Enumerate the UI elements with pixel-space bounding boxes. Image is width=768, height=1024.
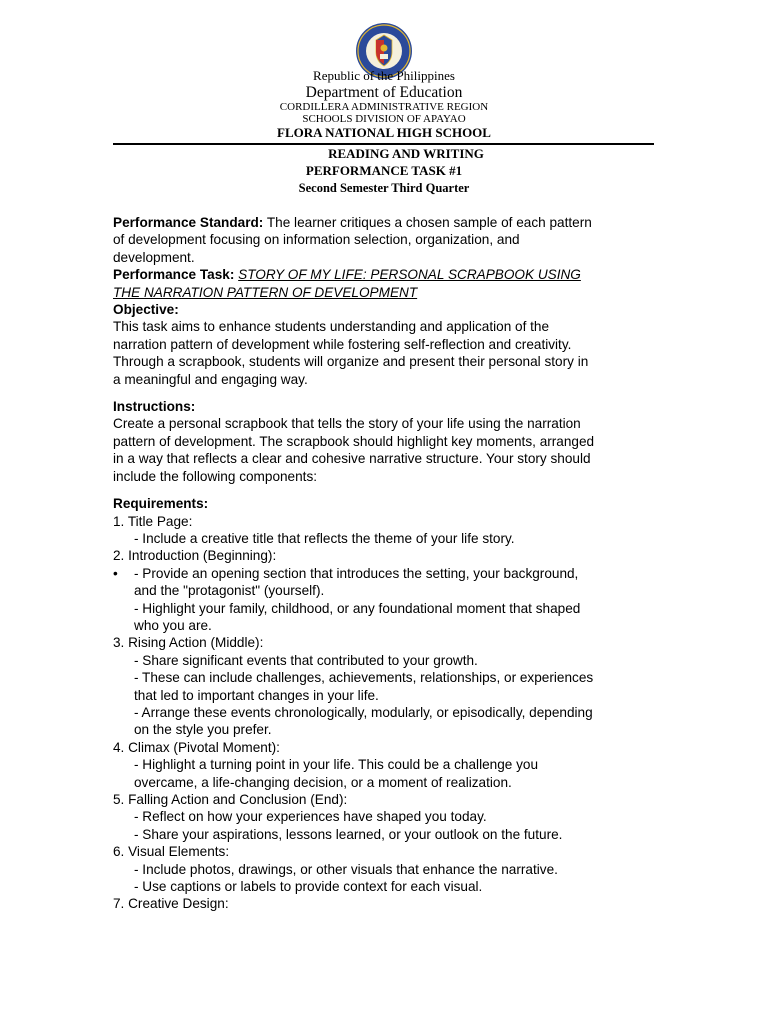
bullet-marker: • <box>113 565 118 581</box>
task-title-2: THE NARRATION PATTERN OF DEVELOPMENT <box>113 284 418 300</box>
republic-line: Republic of the Philippines <box>313 68 455 83</box>
requirement-detail: overcame, a life-changing decision, or a moment of realization. <box>134 774 512 790</box>
objective-line: This task aims to enhance students understanding and application of the <box>113 319 550 335</box>
requirement-detail: that led to important changes in your life. <box>134 687 379 703</box>
objective-line: a meaningful and engaging way. <box>113 371 308 387</box>
requirement-detail: and the "protagonist" (yourself). <box>134 583 325 599</box>
requirement-detail: - Use captions or labels to provide context for each visual. <box>134 879 483 895</box>
document-body <box>113 214 658 913</box>
task-title: STORY OF MY LIFE: PERSONAL SCRAPBOOK USING <box>238 267 581 283</box>
header-divider <box>113 143 654 145</box>
requirement-detail: - Include a creative title that reflects the theme of your life story. <box>134 530 515 546</box>
requirement-detail: - Highlight a turning point in your life. This could be a challenge you <box>134 757 539 773</box>
requirement-item: 6. Visual Elements: <box>113 844 230 860</box>
school-name: FLORA NATIONAL HIGH SCHOOL <box>277 125 491 140</box>
department-line: Department of Education <box>305 84 463 101</box>
requirements-label: Requirements: <box>113 496 209 512</box>
objective-line: Through a scrapbook, students will organize and present their personal story in <box>113 354 589 370</box>
requirement-detail: on the style you prefer. <box>134 722 272 738</box>
requirement-item: 5. Falling Action and Conclusion (End): <box>113 792 348 807</box>
subject-title: READING AND WRITING <box>328 146 484 161</box>
standard-line-2: of development focusing on information selection, organization, and <box>113 232 520 248</box>
instructions-label: Instructions: <box>113 399 196 415</box>
requirement-item: 4. Climax (Pivotal Moment): <box>113 739 280 755</box>
requirement-item: 7. Creative Design: <box>113 896 229 912</box>
standard-line-3: development. <box>113 249 195 265</box>
standard-label: Performance Standard: <box>113 215 264 230</box>
task-label: Performance Task: <box>113 267 235 283</box>
objective-line: narration pattern of development while fostering self-reflection and creativity. <box>113 336 572 352</box>
requirement-detail: who you are. <box>134 617 212 633</box>
requirement-item: 2. Introduction (Beginning): <box>113 548 277 564</box>
requirement-detail: - Reflect on how your experiences have shaped you today. <box>134 809 487 825</box>
requirement-detail: - Highlight your family, childhood, or any foundational moment that shaped <box>134 600 581 616</box>
requirement-detail: - Arrange these events chronologically, modularly, or episodically, depending <box>134 704 593 720</box>
task-line <box>113 266 658 283</box>
requirement-item: 3. Rising Action (Middle): <box>113 635 264 651</box>
requirement-detail: - Include photos, drawings, or other visuals that enhance the narrative. <box>134 861 558 877</box>
requirement-detail: - Share significant events that contributed to your growth. <box>134 652 478 668</box>
instructions-line: pattern of development. The scrapbook should highlight key moments, arranged <box>113 433 595 449</box>
objective-label: Objective: <box>113 302 179 318</box>
requirement-detail-text: - Provide an opening section that introduces the setting, your background, <box>134 565 579 581</box>
requirement-item: 1. Title Page: <box>113 513 193 529</box>
instructions-line: in a way that reflects a clear and cohesive narrative structure. Your story should <box>113 451 591 467</box>
region-line: CORDILLERA ADMINISTRATIVE REGION <box>279 101 489 113</box>
standard-line <box>113 214 658 231</box>
task-number: PERFORMANCE TASK #1 <box>305 163 463 178</box>
instructions-line: include the following components: <box>113 468 318 484</box>
requirement-detail: - Share your aspirations, lessons learned, or your outlook on the future. <box>134 826 563 842</box>
term-line: Second Semester Third Quarter <box>298 181 470 195</box>
requirement-detail: - These can include challenges, achievements, relationships, or experiences <box>134 670 594 686</box>
standard-text: The learner critiques a chosen sample of each pattern <box>263 215 592 230</box>
instructions-line: Create a personal scrapbook that tells the story of your life using the narration <box>113 416 581 432</box>
requirement-detail <box>113 565 658 582</box>
division-line: SCHOOLS DIVISION OF APAYAO <box>302 113 466 125</box>
